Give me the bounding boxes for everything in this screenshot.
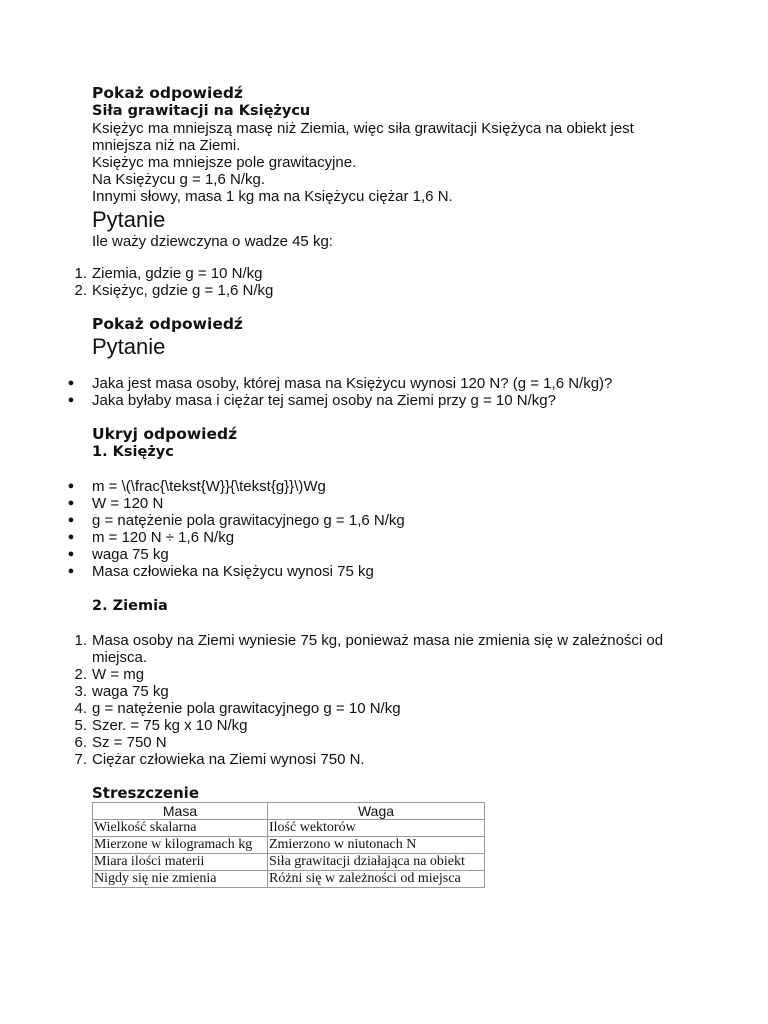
list-item-text: Szer. = 75 kg x 10 N/kg xyxy=(92,717,248,734)
question-heading: Pytanie xyxy=(92,334,166,359)
table-cell: Mierzone w kilogramach kg xyxy=(93,837,268,854)
list-item: ● Jaka byłaby masa i ciężar tej samej osoby na Ziemi przy g = 10 N/kg? xyxy=(67,392,556,409)
table-cell: Zmierzono w niutonach N xyxy=(268,837,485,854)
list-item: 1. Masa osoby na Ziemi wyniesie 75 kg, ponieważ masa nie zmienia się w zależności od miejsca. xyxy=(74,632,664,666)
paragraph: Innymi słowy, masa 1 kg ma na Księżycu ciężar 1,6 N. xyxy=(92,188,453,205)
list-item: 6. Sz = 750 N xyxy=(74,734,167,751)
show-answer-toggle[interactable]: Pokaż odpowiedź xyxy=(92,315,243,333)
question-heading: Pytanie xyxy=(92,207,166,232)
section-subtitle: Siła grawitacji na Księżycu xyxy=(92,103,311,119)
document-body xyxy=(67,84,692,888)
table-row xyxy=(93,871,485,888)
moon-list xyxy=(67,478,692,580)
list-item-text: m = 120 N ÷ 1,6 N/kg xyxy=(92,529,235,546)
table-row xyxy=(93,854,485,871)
show-answer-toggle[interactable]: Pokaż odpowiedź xyxy=(92,84,243,102)
moon-heading: 1. Księżyc xyxy=(92,444,174,460)
list-item: ● waga 75 kg xyxy=(67,546,169,563)
list-item: 7. Ciężar człowieka na Ziemi wynosi 750 N. xyxy=(74,751,365,768)
table-cell: Ilość wektorów xyxy=(268,820,485,837)
list-item-text: waga 75 kg xyxy=(92,546,169,563)
table-cell: Wielkość skalarna xyxy=(93,820,268,837)
table-cell: Różni się w zależności od miejsca xyxy=(268,871,485,888)
list-item-text: Masa osoby na Ziemi wyniesie 75 kg, ponieważ masa nie zmienia się w zależności od miejsca. xyxy=(92,632,664,666)
list-item-text: Masa człowieka na Księżycu wynosi 75 kg xyxy=(92,563,374,580)
list-item: 2. Księżyc, gdzie g = 1,6 N/kg xyxy=(74,282,274,299)
list-item: ● Jaka jest masa osoby, której masa na Księżycu wynosi 120 N? (g = 1,6 N/kg)? xyxy=(67,375,613,392)
list-item: 1. Ziemia, gdzie g = 10 N/kg xyxy=(74,265,263,282)
list-item-text: Ciężar człowieka na Ziemi wynosi 750 N. xyxy=(92,751,365,768)
table-cell: Siła grawitacji działająca na obiekt xyxy=(268,854,485,871)
options-list xyxy=(74,265,692,299)
paragraph: Księżyc ma mniejsze pole grawitacyjne. xyxy=(92,154,357,171)
list-item: ● m = 120 N ÷ 1,6 N/kg xyxy=(67,529,235,546)
list-item-text: g = natężenie pola grawitacyjnego g = 10 N/kg xyxy=(92,700,401,717)
list-item-text: W = 120 N xyxy=(92,495,164,512)
table-cell: Miara ilości materii xyxy=(93,854,268,871)
paragraph: Księżyc ma mniejszą masę niż Ziemia, więc siła grawitacji Księżyca na obiekt jest mniejsza niż na Ziemi. xyxy=(92,120,634,154)
earth-list xyxy=(74,632,692,768)
list-item: 3. waga 75 kg xyxy=(74,683,169,700)
table-cell: Nigdy się nie zmienia xyxy=(93,871,268,888)
list-item-text: W = mg xyxy=(92,666,145,683)
hide-answer-toggle[interactable]: Ukryj odpowiedź xyxy=(92,425,238,443)
summary-table xyxy=(92,802,485,888)
table-row xyxy=(93,820,485,837)
table-header-row xyxy=(93,803,485,820)
list-item-text: Księżyc, gdzie g = 1,6 N/kg xyxy=(92,282,274,299)
list-item: ● g = natężenie pola grawitacyjnego g = 1,6 N/kg xyxy=(67,512,405,529)
list-item-text: Ziemia, gdzie g = 10 N/kg xyxy=(92,265,263,282)
list-item: 5. Szer. = 75 kg x 10 N/kg xyxy=(74,717,248,734)
paragraph: Na Księżycu g = 1,6 N/kg. xyxy=(92,171,265,188)
questions-list xyxy=(67,375,692,409)
list-item-text: m = \(\frac{\tekst{W}}{\tekst{g}}\)Wg xyxy=(92,478,326,495)
question-text: Ile waży dziewczyna o wadze 45 kg: xyxy=(92,233,333,250)
list-item-text: g = natężenie pola grawitacyjnego g = 1,6 N/kg xyxy=(92,512,405,529)
list-item-text: waga 75 kg xyxy=(92,683,169,700)
list-item: 4. g = natężenie pola grawitacyjnego g = 10 N/kg xyxy=(74,700,401,717)
summary-title: Streszczenie xyxy=(92,784,199,802)
list-item-text: Sz = 750 N xyxy=(92,734,167,751)
column-header: Waga xyxy=(268,803,485,820)
list-item-text: Jaka jest masa osoby, której masa na Księżycu wynosi 120 N? (g = 1,6 N/kg)? xyxy=(92,375,613,392)
column-header: Masa xyxy=(93,803,268,820)
table-row xyxy=(93,837,485,854)
earth-heading: 2. Ziemia xyxy=(92,598,168,614)
list-item: ● m = \(\frac{\tekst{W}}{\tekst{g}}\)Wg xyxy=(67,478,326,495)
list-item: 2. W = mg xyxy=(74,666,145,683)
list-item: ● W = 120 N xyxy=(67,495,164,512)
list-item: ● Masa człowieka na Księżycu wynosi 75 kg xyxy=(67,563,374,580)
list-item-text: Jaka byłaby masa i ciężar tej samej osoby na Ziemi przy g = 10 N/kg? xyxy=(92,392,556,409)
